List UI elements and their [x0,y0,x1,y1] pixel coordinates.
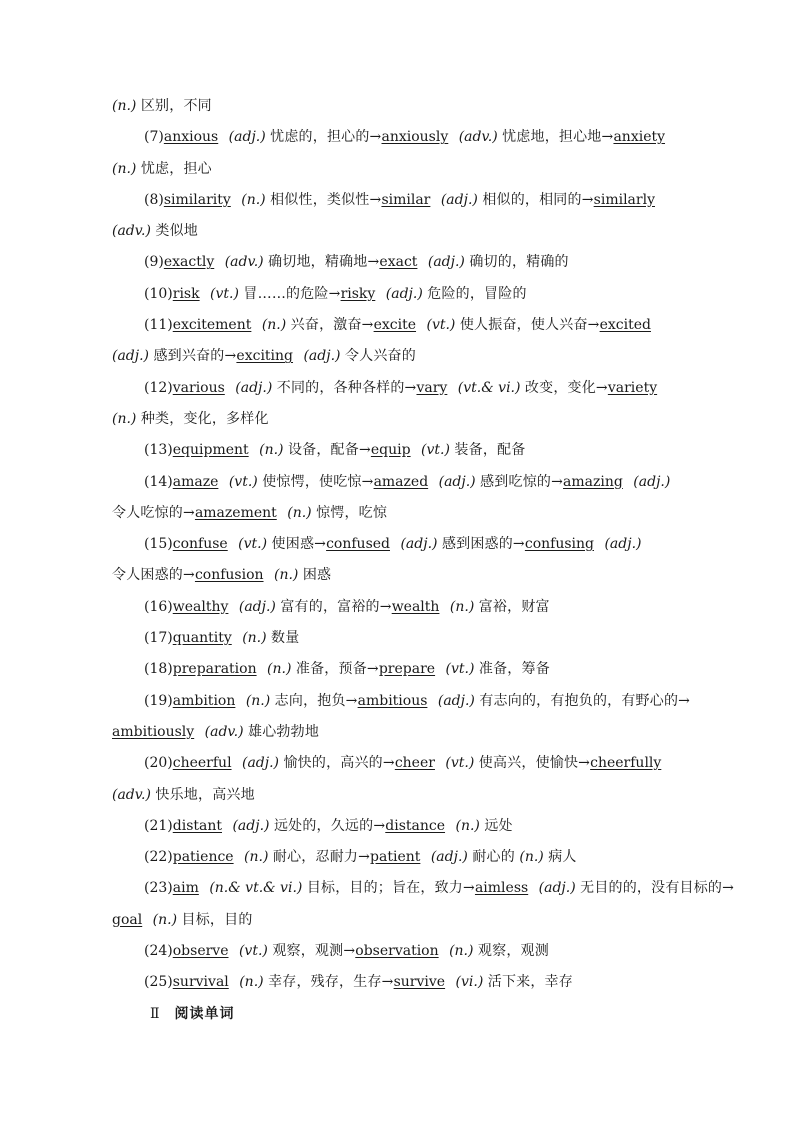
meaning-text: 数量 [271,630,300,647]
pos-label: (n.) [455,817,480,834]
vocab-word: risky [340,285,376,302]
entry-number: (9) [144,254,164,271]
pos-label: (adv.) [112,223,151,240]
vocab-entry-20 [112,748,680,811]
pos-label: (n.) [244,849,269,866]
entry-number: (7) [144,129,164,146]
meaning-text: 令人困惑的→ [112,567,195,584]
pos-label: (adj.) [427,254,465,271]
vocab-word: exactly [163,254,215,271]
meaning-text: 确切地，精确地→ [268,254,380,271]
pos-label: (n.) [245,692,271,709]
vocab-entry-9 [112,247,680,278]
vocab-word: variety [607,379,658,396]
meaning-text: 远处的，久远的→ [273,817,386,834]
vocab-word: similarity [163,191,231,208]
meaning-text: 相似性，类似性→ [270,191,382,208]
meaning-text: 困惑 [302,567,332,584]
entry-number: (19) [144,692,173,709]
vocab-word: aimless [474,880,529,897]
meaning-text: 目标，目的 [181,911,253,928]
meaning-text: 愉快的，高兴的→ [283,755,395,772]
vocab-entry-11 [112,310,680,373]
vocab-word: confuse [172,536,228,553]
entry-number: (12) [144,379,173,396]
entry-number: (23) [144,880,173,897]
vocab-word: confused [326,536,390,553]
pos-label: (adj.) [235,379,273,396]
pos-label: (adj.) [438,473,476,490]
pos-label: (n.) [241,191,266,208]
pos-label: (n.) [112,160,137,177]
meaning-text: 令人吃惊的→ [112,504,195,521]
vocab-word: distant [172,817,222,834]
section-title: 阅读单词 [174,1005,235,1022]
vocab-entry-13 [112,435,680,466]
vocab-entry-24 [112,936,680,967]
vocab-word: amaze [172,473,219,490]
meaning-text: 感到兴奋的→ [153,348,237,365]
meaning-text: 惊愕，吃惊 [316,504,388,521]
entry-number: (8) [144,191,164,208]
meaning-text: 装备，配备 [454,442,526,459]
pos-label: (n.) [449,943,474,960]
meaning-text: 兴奋，激奋→ [290,317,374,334]
pos-label: (n.) [449,598,475,615]
pos-label: (n.) [112,98,137,114]
vocab-word: quantity [172,630,232,647]
meaning-text: 准备，筹备 [478,661,550,678]
meaning-text: 使人振奋，使人兴奋→ [459,317,600,334]
vocab-word: survive [393,974,446,991]
meaning-text: 活下来，幸存 [487,974,573,991]
vocab-entry-17 [112,623,680,654]
meaning-text: 使惊愕，使吃惊→ [262,473,374,490]
pos-label: (vi.) [455,974,484,991]
meaning-text: 使高兴，使愉快→ [478,755,591,772]
pos-label: (adj.) [385,285,423,302]
entry-number: (16) [144,598,173,615]
vocab-word: equipment [172,442,249,459]
vocabulary-list [112,91,735,1030]
entry-number: (24) [144,943,173,960]
vocab-entry-25 [112,967,680,998]
vocab-entry-22 [112,842,680,873]
meaning-text: 冒……的危险→ [243,285,341,302]
continuation-line [112,91,680,122]
vocab-word: cheer [394,755,435,772]
pos-label: (adj.) [633,473,671,490]
vocab-word: amazed [373,473,429,490]
meaning-text: 忧虑的，担心的→ [270,129,382,146]
vocab-word: excited [599,317,651,334]
vocab-word: excitement [172,317,252,334]
pos-label: (adj.) [228,129,266,146]
meaning-text: 类似地 [155,223,198,240]
entry-number: (15) [144,536,173,553]
vocab-word: exact [379,254,418,271]
vocab-word: confusing [524,536,594,553]
vocab-entry-16 [112,592,680,623]
pos-label: (n.) [112,410,137,427]
pos-label: (adj.) [430,849,468,866]
pos-label: (adv.) [224,254,264,271]
pos-label: (vt.) [421,442,450,459]
entry-number: (20) [144,755,173,772]
entry-number: (21) [144,817,173,834]
pos-label: (n.) [242,630,267,647]
vocab-word: equip [370,442,411,459]
pos-label: (n.) [287,504,312,521]
meaning-text: 忧虑，担心 [140,160,212,177]
pos-label: (adj.) [437,692,475,709]
meaning-text: 远处 [484,817,513,834]
pos-label: (adj.) [112,348,150,365]
pos-label: (vt.) [445,755,475,772]
meaning-text: 感到吃惊的→ [480,473,564,490]
vocab-word: cheerfully [590,755,662,772]
meaning-text: 感到困惑的→ [441,536,525,553]
vocab-word: anxiety [613,129,666,146]
meaning-text: 快乐地，高兴地 [155,786,255,803]
meaning-text: 志向，抱负→ [274,692,358,709]
meaning-text: 雄心勃勃地 [248,723,320,740]
meaning-text: 幸存，残存，生存→ [268,974,394,991]
entry-number: (17) [144,630,173,647]
vocab-word: anxious [163,129,219,146]
meaning-text: 改变，变化→ [524,379,608,396]
vocab-word: risk [172,285,200,302]
vocab-entry-10 [112,279,680,310]
section-number: Ⅱ [150,1005,161,1022]
vocab-entry-12 [112,373,680,436]
pos-label: (adj.) [238,598,276,615]
pos-label: (vt.) [445,661,475,678]
vocab-word: anxiously [381,129,449,146]
pos-label: (vt.) [228,473,258,490]
pos-label: (vt.& vi.) [457,379,521,396]
vocab-word: vary [416,379,448,396]
vocab-word: cheerful [172,755,232,772]
pos-label: (vt.) [238,536,268,553]
vocab-word: patient [370,849,421,866]
vocab-entry-14 [112,467,680,530]
pos-label: (n.) [239,974,264,991]
vocab-word: observation [355,943,439,960]
pos-label: (adj.) [604,536,642,553]
meaning-text: 区别，不同 [140,98,212,114]
vocab-entry-23 [112,873,735,936]
pos-label: (adj.) [400,536,438,553]
vocab-word: aim [172,880,199,897]
vocab-entry-15 [112,529,680,592]
vocab-word: prepare [378,661,436,678]
section-heading [112,999,680,1030]
meaning-text: 目标，目的；旨在，致力→ [306,880,475,897]
vocab-entry-18 [112,654,680,685]
vocab-word: survival [172,974,229,991]
pos-label: (n.) [273,567,299,584]
vocab-word: preparation [172,661,257,678]
entry-number: (25) [144,974,173,991]
meaning-text: 使困惑→ [271,536,327,553]
vocab-word: goal [112,911,143,928]
pos-label: (n.) [152,911,178,928]
vocab-entry-19 [112,686,691,749]
vocab-word: excite [373,317,417,334]
vocab-entry-8 [112,185,680,248]
vocab-word: confusion [194,567,264,584]
pos-label: (n.) [259,442,284,459]
meaning-text: 确切的，精确的 [469,254,569,271]
meaning-text: 令人兴奋的 [344,348,416,365]
pos-label: (adv.) [112,786,151,803]
vocab-word: various [172,379,225,396]
pos-label: (adj.) [232,817,270,834]
vocab-word: wealthy [172,598,229,615]
entry-number: (14) [144,473,173,490]
entry-number: (13) [144,442,173,459]
vocab-word: amazing [563,473,623,490]
pos-label: (adj.) [440,191,478,208]
pos-label: (n.& vt.& vi.) [209,880,303,897]
vocab-word: similarly [593,191,655,208]
meaning-text: 耐心，忍耐力→ [272,849,371,866]
meaning-text: 富有的，富裕的→ [280,598,392,615]
meaning-text: 设备，配备→ [287,442,371,459]
meaning-text: 不同的，各种各样的→ [276,379,417,396]
pos-label: (n.) [267,661,292,678]
vocab-word: distance [385,817,446,834]
pos-label: (adj.) [303,348,341,365]
pos-label: (n.) [261,317,287,334]
pos-label: (n.) [519,849,544,866]
meaning-text: 病人 [548,849,577,866]
pos-label: (vt.) [210,285,239,302]
vocab-word: ambitiously [112,723,195,740]
meaning-text: 观察，观测→ [272,943,356,960]
pos-label: (adj.) [242,755,280,772]
vocab-word: similar [381,191,431,208]
vocab-word: wealth [391,598,440,615]
vocab-word: exciting [236,348,294,365]
entry-number: (11) [144,317,173,334]
pos-label: (vt.) [238,943,268,960]
meaning-text: 危险的，冒险的 [427,285,527,302]
meaning-text: 富裕，财富 [478,598,550,615]
vocab-word: patience [172,849,234,866]
meaning-text: 观察，观测 [477,943,549,960]
pos-label: (vt.) [426,317,456,334]
vocab-word: ambition [172,692,236,709]
meaning-text: 准备，预备→ [295,661,379,678]
vocab-word: ambitious [357,692,428,709]
meaning-text: 有志向的，有抱负的，有野心的→ [479,692,691,709]
vocab-entry-21 [112,811,680,842]
meaning-text: 无目的的，没有目标的→ [580,880,735,897]
vocab-word: amazement [194,504,277,521]
pos-label: (adj.) [538,880,576,897]
meaning-text: 相似的，相同的→ [482,191,594,208]
meaning-text: 耐心的 [472,849,515,866]
entry-number: (10) [144,285,173,302]
vocab-word: observe [172,943,229,960]
vocab-entry-7 [112,122,680,185]
pos-label: (adv.) [458,129,498,146]
meaning-text: 种类，变化，多样化 [140,410,269,427]
meaning-text: 忧虑地，担心地→ [502,129,614,146]
pos-label: (adv.) [204,723,244,740]
entry-number: (18) [144,661,173,678]
entry-number: (22) [144,849,173,866]
